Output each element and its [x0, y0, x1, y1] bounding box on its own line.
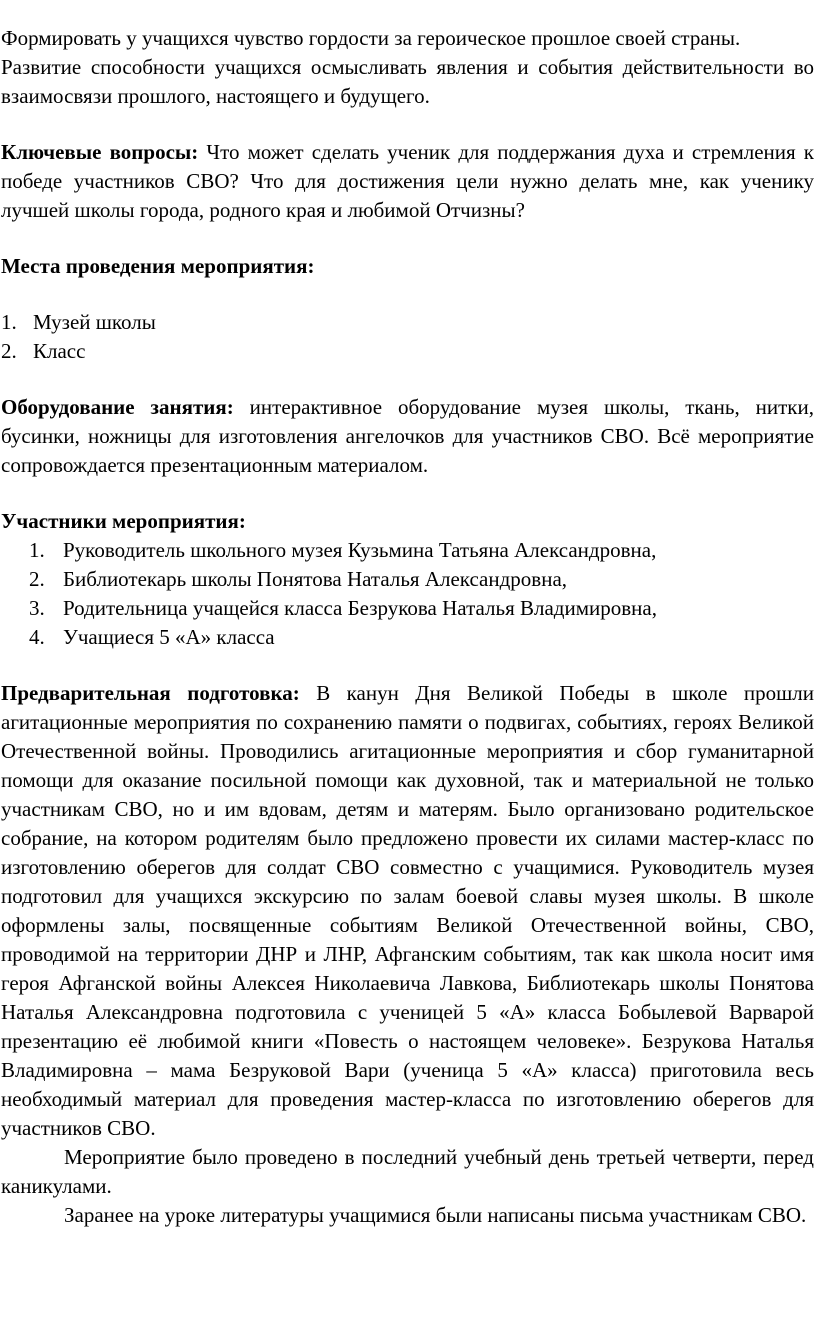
list-item: 2. Библиотекарь школы Понятова Наталья Александровна, — [29, 567, 568, 591]
spacer — [1, 652, 814, 679]
spacer — [1, 366, 814, 393]
list-item: 1. Руководитель школьного музея Кузьмина Татьяна Александровна, — [29, 538, 657, 562]
participants-heading: Участники мероприятия: — [1, 509, 246, 533]
equipment-label: Оборудование занятия: — [1, 395, 234, 419]
spacer — [1, 281, 814, 308]
participants-list — [1, 536, 814, 652]
spacer — [1, 225, 814, 252]
preparation-text: В канун Дня Великой Победы в школе прошли агитационные мероприятия по сохранению памяти о подвигах, событиях, героях Великой Отечественной войны. Проводились агитационные мероприятия и сбор гуманитарной помощи для оказание посильной помощи как духовной, так и материальной не только участникам СВО, но и им вдовам, детям и матерям. Было организовано родительское собрание, на котором родителям было предложено провести их силами мастер-класс по изготовлению оберегов для солдат СВО совместно с учащимися. Руководитель музея подготовил для учащихся экскурсию по залам боевой славы музея школы. В школе оформлены залы, посвященные событиям Великой Отечественной войны, СВО, проводимой на территории ДНР и ЛНР, Афганским событиям, так как школа носит имя героя Афганской войны Алексея Николаевича Лавкова, Библиотекарь школы Понятова Наталья Александровна подготовила с ученицей 5 «А» класса Бобылевой Варварой презентацию её любимой книги «Повесть о настоящем человеке». Безрукова Наталья Владимировна – мама Безруковой Вари (ученица 5 «А» класса) приготовила весь необходимый материал для проведения мастер-класса по изготовлению оберегов для участников СВО. — [1, 681, 814, 1140]
equipment-paragraph — [1, 393, 814, 480]
venues-list — [1, 308, 814, 366]
preparation-paragraph — [1, 679, 814, 1143]
key-questions-paragraph — [1, 138, 814, 225]
preparation-label: Предварительная подготовка: — [1, 681, 300, 705]
key-questions-text: Что может сделать ученик для поддержания духа и стремления к победе участников СВО? Что для достижения цели нужно делать мне, как ученику лучшей школы города, родного края и любимой Отчизны? — [1, 140, 815, 222]
key-questions-label: Ключевые вопросы: — [1, 140, 199, 164]
list-item: 2. Класс — [1, 339, 86, 363]
list-item: 3. Родительница учащейся класса Безрукова Наталья Владимировна, — [29, 596, 657, 620]
spacer — [1, 480, 814, 507]
list-item: 4. Учащиеся 5 «А» класса — [29, 625, 275, 649]
goal-paragraph-1: Формировать у учащихся чувство гордости за героическое прошлое своей страны. — [1, 26, 741, 50]
closing-paragraph-1: Мероприятие было проведено в последний учебный день третьей четверти, перед каникулами. — [1, 1145, 814, 1198]
equipment-text: интерактивное оборудование музея школы, ткань, нитки, бусинки, ножницы для изготовления ангелочков для участников СВО. Всё мероприятие сопровождается презентационным материалом. — [1, 395, 814, 477]
goal-paragraph-2: Развитие способности учащихся осмысливать явления и события действительности во взаимосвязи прошлого, настоящего и будущего. — [1, 55, 814, 108]
closing-paragraph-2: Заранее на уроке литературы учащимися были написаны письма участникам СВО. — [64, 1203, 807, 1227]
spacer — [1, 111, 814, 138]
venues-heading: Места проведения мероприятия: — [1, 254, 315, 278]
list-item: 1. Музей школы — [1, 310, 156, 334]
